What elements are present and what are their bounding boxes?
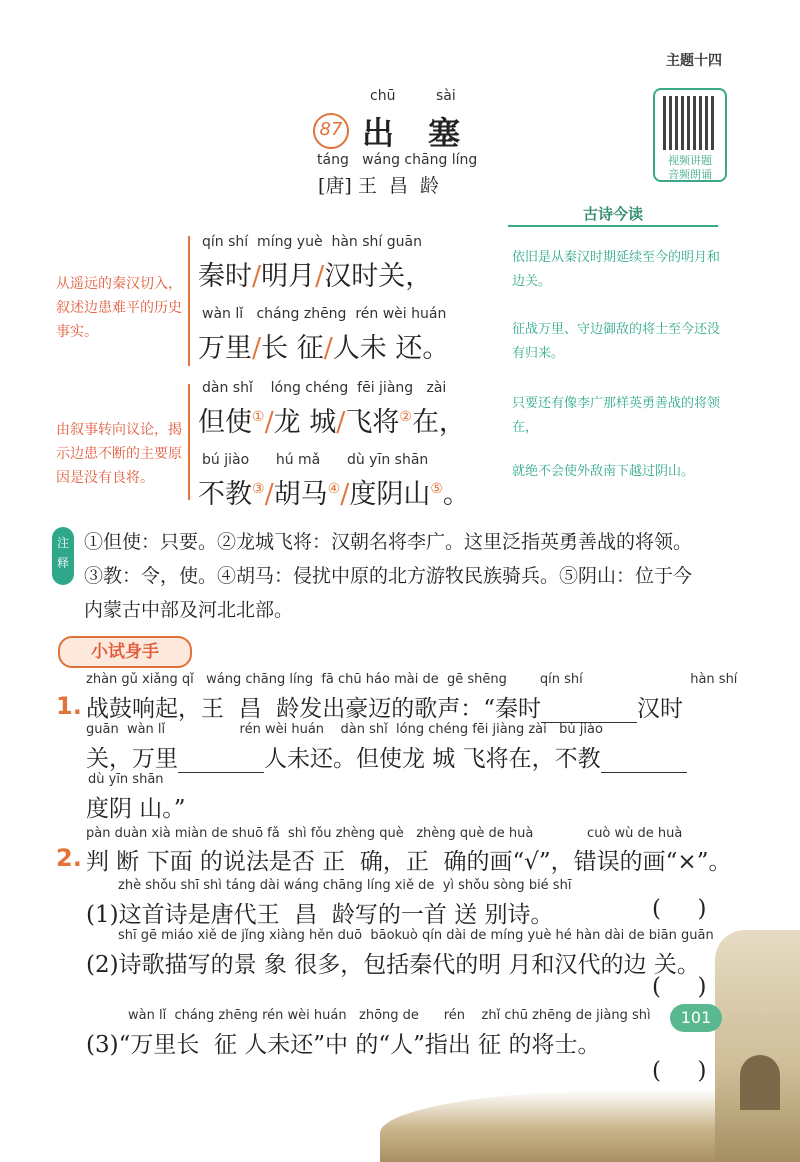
author-pinyin: táng wáng chāng líng	[317, 152, 478, 168]
poem-pinyin-4: bú jiào hú mǎ dù yīn shān	[202, 452, 429, 468]
q1-text-2: 关，万里 人未还。但使龙 城 飞将在，不教	[86, 740, 687, 773]
q2-answer-1[interactable]: ( )	[652, 896, 707, 922]
q1-blank-3[interactable]	[601, 746, 687, 773]
poem-line-3: 但使①/龙 城/飞将②在，	[198, 407, 466, 438]
annotation-tag: 注释	[52, 527, 74, 585]
q2-text: 判 断 下面 的说法是否 正 确，正 确的画“√”，错误的画“×”。	[86, 849, 732, 875]
great-wall-illustration	[715, 930, 800, 1162]
annotation-line-2: ③教：令，使。④胡马：侵扰中原的北方游牧民族骑兵。⑤阴山：位于今	[84, 565, 693, 587]
practice-heading: 小试身手	[58, 636, 192, 668]
q1-blank-2[interactable]	[178, 746, 264, 773]
annotation-line-3: 内蒙古中部及河北北部。	[84, 599, 294, 621]
poem-line-2: 万里/长 征/人未 还。	[198, 333, 450, 364]
side-note-2: 由叙事转向议论，揭示边患不断的主要原因是没有良将。	[56, 422, 182, 486]
modern-line-3: 只要还有像李广那样英勇善战的将领在，	[512, 396, 721, 435]
title-pinyin-1: chū	[370, 88, 396, 104]
title-char-1: 出	[362, 114, 395, 152]
wall-gate-icon	[740, 1055, 780, 1110]
side-note-1: 从遥远的秦汉切入，叙述边患难平的历史事实。	[56, 276, 182, 340]
modern-line-2: 征战万里、守边御敌的将士至今还没有归来。	[512, 322, 721, 361]
q1-text-1: 战鼓响起，王 昌 龄发出豪迈的歌声：“秦时 汉时	[86, 696, 684, 722]
modern-line-1: 依旧是从秦汉时期延续至今的明月和边关。	[512, 250, 721, 289]
poem-pinyin-2: wàn lǐ cháng zhēng rén wèi huán	[202, 306, 447, 322]
q2-statement-1: (1)这首诗是唐代王 昌 龄写的一首 送 别诗。	[86, 902, 554, 928]
poem-line-1: 秦时/明月/汉时关，	[198, 261, 433, 292]
poem-number: 87	[313, 113, 349, 149]
modern-reading-heading: 古诗今读	[508, 203, 718, 227]
q2-statement-2: (2)诗歌描写的景 象 很多，包括秦代的明 月和汉代的边 关。	[86, 952, 700, 978]
annotation-line-1: ①但使：只要。②龙城飞将：汉朝名将李广。这里泛指英勇善战的将领。	[84, 531, 693, 553]
q2-s1-pinyin: zhè shǒu shī shì táng dài wáng chāng líng xiě de yì shǒu sòng bié shī	[118, 878, 572, 893]
theme-label: 主题十四	[666, 53, 722, 69]
q2-s2-pinyin: shī gē miáo xiě de jǐng xiàng hěn duō bāokuò qín dài de míng yuè hé hàn dài de biān guān	[118, 928, 714, 943]
qr-label-audio: 音频朗诵	[668, 168, 712, 181]
poem-pinyin-1: qín shí míng yuè hàn shí guān	[202, 234, 422, 250]
q1-pinyin-3: dù yīn shān	[88, 772, 164, 787]
q1-blank-1[interactable]	[541, 696, 637, 723]
bracket-line-2	[188, 384, 190, 500]
poem-pinyin-3: dàn shǐ lóng chéng fēi jiàng zài	[202, 380, 447, 396]
poem-line-4: 不教③/胡马④/度阴山⑤。	[198, 479, 470, 510]
q1-text-3: 度阴 山。”	[86, 796, 186, 822]
qr-code-icon[interactable]	[663, 96, 717, 150]
q2-pinyin: pàn duàn xià miàn de shuō fǎ shì fǒu zhèng què zhèng què de huà cuò wù de huà	[86, 826, 683, 841]
qr-code-box[interactable]	[653, 88, 727, 182]
q2-answer-3[interactable]: ( )	[652, 1058, 707, 1084]
q1-pinyin-2: guān wàn lǐ rén wèi huán dàn shǐ lóng chéng fēi jiàng zài bú jiào	[86, 722, 603, 737]
modern-line-4: 就绝不会使外敌南下越过阴山。	[512, 464, 695, 479]
q2-number: 2.	[56, 844, 82, 872]
q1-number: 1.	[56, 692, 82, 720]
qr-label-video: 视频讲题	[668, 154, 712, 167]
title-char-2: 塞	[428, 114, 461, 152]
page-number: 101	[670, 1004, 722, 1032]
q2-statement-3: (3)“万里长 征 人未还”中 的“人”指出 征 的将士。	[86, 1032, 601, 1058]
bracket-line-1	[188, 236, 190, 366]
q2-s3-pinyin: wàn lǐ cháng zhēng rén wèi huán zhōng de rén zhǐ chū zhēng de jiàng shì	[128, 1008, 651, 1023]
q2-answer-2[interactable]: ( )	[652, 974, 707, 1000]
title-pinyin-2: sài	[436, 88, 456, 104]
author: [唐] 王 昌 龄	[318, 175, 440, 197]
q1-pinyin-1: zhàn gǔ xiǎng qǐ wáng chāng líng fā chū háo mài de gē shēng qín shí hàn shí	[86, 672, 738, 687]
